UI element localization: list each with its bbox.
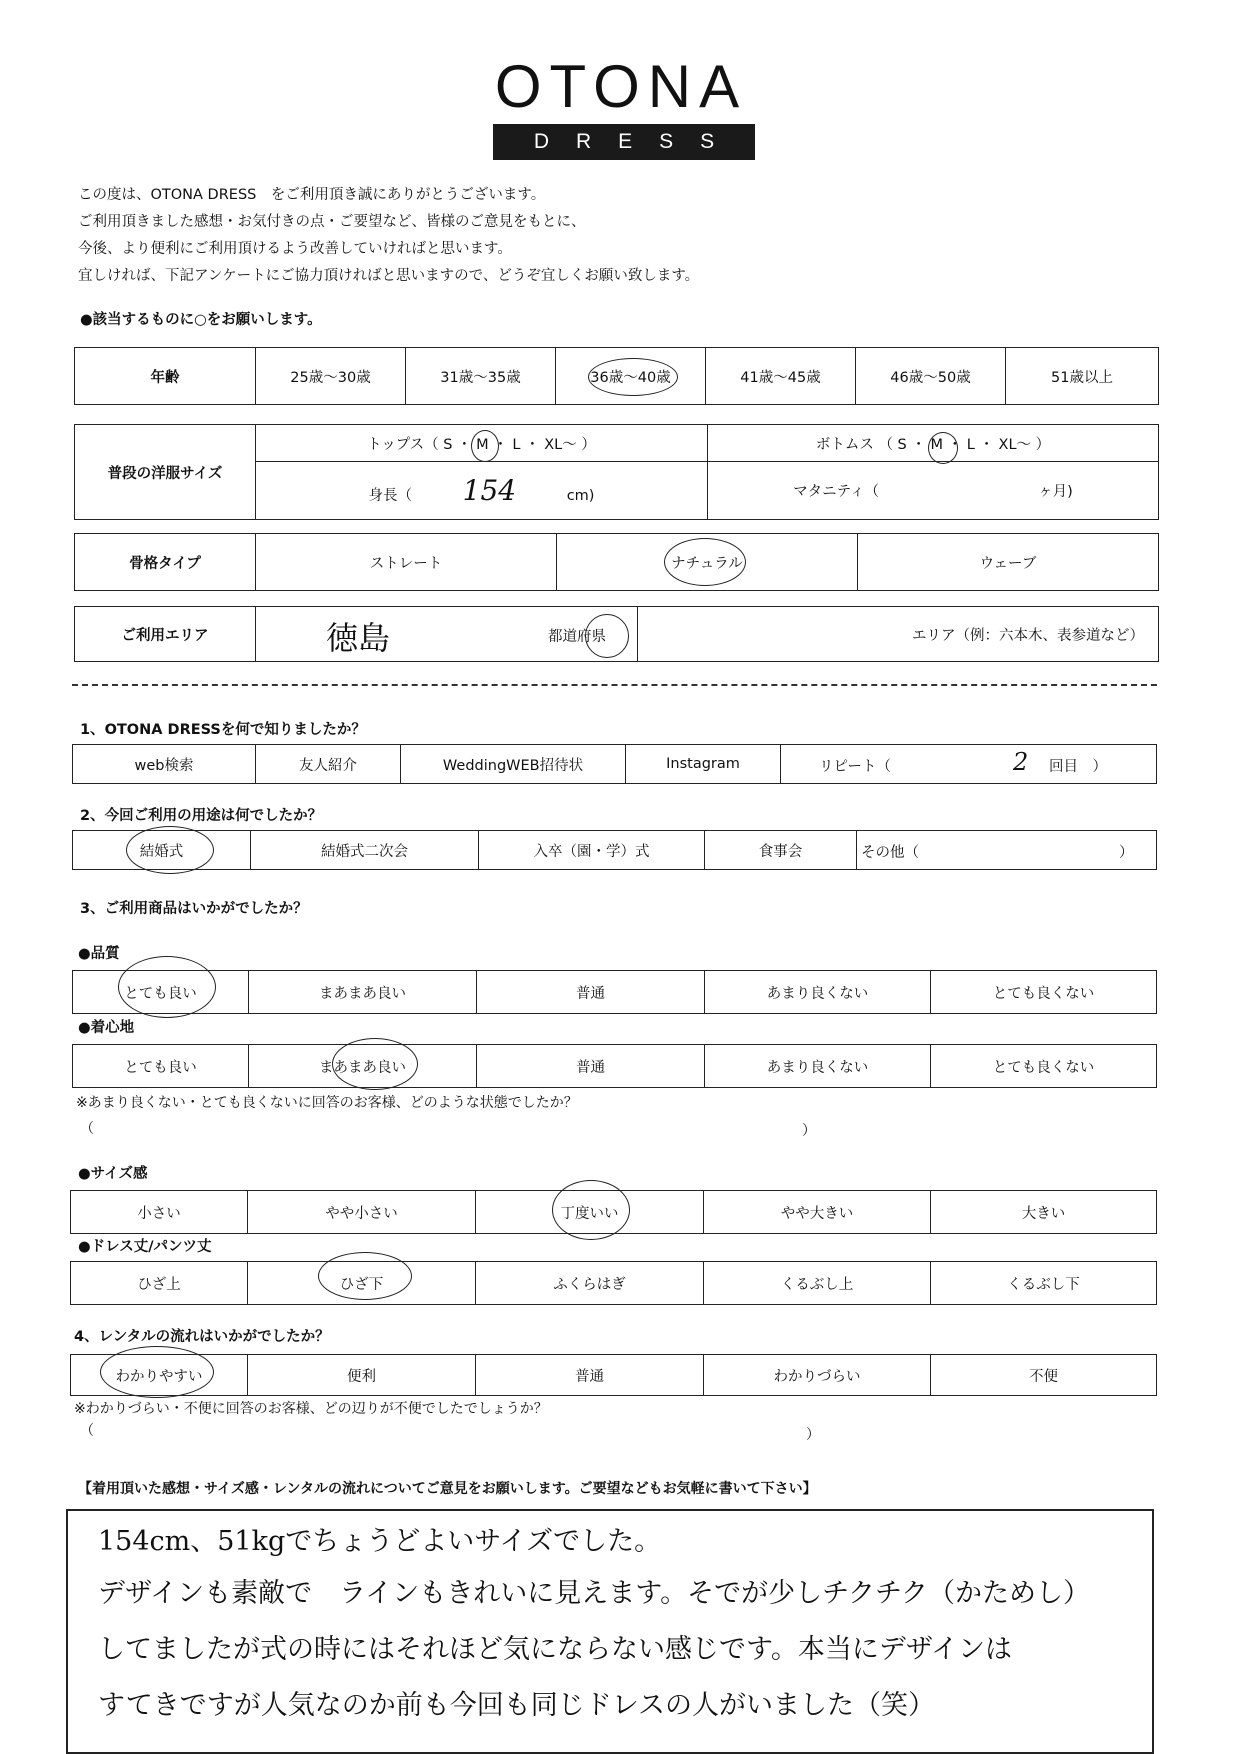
intro-line: 今後、より便利にご利用頂けるよう改善していければと思います。 [78,241,512,257]
q2-option[interactable]: 結婚式 [73,831,251,870]
brand-logo-bar: DRESS [493,124,755,160]
repeat-unit: 回目 ） [1049,759,1107,775]
age-option[interactable]: 41歳〜45歳 [706,348,856,405]
selection-circle [118,956,216,1018]
selection-circle [664,538,746,586]
comfort-label: ●着心地 [78,1020,135,1036]
tops-size-options[interactable]: トップス（ S ・ M ・ L ・ XL〜 ） [256,425,708,462]
intro-line: ご利用頂きました感想・お気付きの点・ご要望など、皆様のご意見をもとに、 [78,214,586,230]
q2-other-cell[interactable] [857,831,1157,870]
q2-option[interactable]: 入卒（園・学）式 [479,831,705,870]
comfort-option[interactable]: 普通 [477,1045,705,1088]
selection-circle [552,1180,630,1240]
comment-line: すてきですが人気なのか前も今回も同じドレスの人がいました（笑） [98,1690,935,1721]
fit-option[interactable]: やや大きい [704,1191,931,1234]
fit-label: ●サイズ感 [78,1166,148,1182]
comfort-option[interactable]: とても良い [73,1045,249,1088]
comment-line: してましたが式の時にはそれほど気にならない感じです。本当にデザインは [98,1634,1012,1665]
comfort-close-paren: ） [802,1123,816,1139]
body-type-label: 骨格タイプ [75,534,256,591]
quality-option[interactable]: 普通 [477,971,705,1014]
other-label: その他（ [861,845,919,861]
selection-circle [471,430,499,462]
comfort-option[interactable]: まあまあ良い [249,1045,477,1088]
selection-circle [126,826,214,874]
height-value: 154 [462,474,517,508]
fit-option[interactable]: やや小さい [248,1191,476,1234]
prefecture-suffix: 都道府県 [548,629,606,645]
prefecture-cell[interactable] [256,607,638,662]
body-type-option[interactable]: ウェーブ [858,534,1159,591]
size-label: 普段の洋服サイズ [75,425,256,520]
selection-circle [100,1346,214,1398]
comfort-option[interactable]: とても良くない [931,1045,1157,1088]
age-option[interactable]: 31歳〜35歳 [406,348,556,405]
selection-circle [332,1038,418,1090]
selection-circle [928,432,958,464]
q4-option[interactable]: 便利 [248,1355,476,1396]
comfort-option[interactable]: あまり良くない [705,1045,931,1088]
quality-option[interactable]: あまり良くない [705,971,931,1014]
prefecture-value: 徳島 [326,619,391,657]
q1-table [72,744,1157,784]
bottoms-size-options[interactable]: ボトムス （ S ・ M ・ L ・ XL〜 ） [708,425,1159,462]
comment-line: デザインも素敵で ラインもきれいに見えます。そでが少しチクチク（かためし） [98,1578,1090,1609]
repeat-value: 2 [1013,748,1029,776]
age-option[interactable]: 36歳〜40歳 [556,348,706,405]
fit-option[interactable]: 丁度いい [476,1191,704,1234]
intro-line: 宜しければ、下記アンケートにご協力頂ければと思いますので、どうぞ宜しくお願い致します。 [78,268,700,284]
height-cell[interactable] [256,462,708,520]
area-hint[interactable]: エリア（例：六本木、表参道など） [638,607,1159,662]
height-unit: cm) [566,488,595,505]
q1-title: 1、OTONA DRESSを何で知りましたか？ [80,722,366,738]
selection-circle [588,358,678,396]
maternity-label: マタニティ（ [793,484,879,501]
length-option[interactable]: くるぶし上 [704,1262,931,1305]
length-table [70,1261,1157,1305]
q2-option[interactable]: 食事会 [705,831,857,870]
fit-option[interactable]: 小さい [71,1191,248,1234]
quality-option[interactable]: まあまあ良い [249,971,477,1014]
fit-option[interactable]: 大きい [931,1191,1157,1234]
selection-circle [585,614,629,658]
q1-option[interactable]: WeddingWEB招待状 [401,745,626,784]
q1-option[interactable]: 友人紹介 [256,745,401,784]
quality-label: ●品質 [78,946,120,962]
comfort-note: ※あまり良くない・とても良くないに回答のお客様、どのような状態でしたか？ [76,1095,578,1111]
length-option[interactable]: くるぶし下 [931,1262,1157,1305]
q4-option[interactable]: わかりづらい [704,1355,931,1396]
quality-option[interactable]: とても良くない [931,971,1157,1014]
q1-option[interactable]: Instagram [626,745,781,784]
age-label: 年齢 [75,348,256,405]
length-option[interactable]: ひざ上 [71,1262,248,1305]
q4-option[interactable]: 不便 [931,1355,1157,1396]
intro-text [78,182,699,290]
q4-open-paren: （ [80,1423,94,1439]
selection-circle [318,1252,412,1300]
area-label: ご利用エリア [75,607,256,662]
q2-title: 2、今回ご利用の用途は何でしたか？ [80,808,323,824]
profile-heading: ●該当するものに○をお願いします。 [80,312,322,328]
q3-title: 3、ご利用商品はいかがでしたか？ [80,901,308,917]
age-option[interactable]: 46歳〜50歳 [856,348,1006,405]
other-close: ） [1119,845,1134,861]
age-option[interactable]: 25歳〜30歳 [256,348,406,405]
q4-close-paren: ） [806,1427,820,1443]
section-divider [72,684,1157,686]
q2-table [72,830,1157,870]
comfort-table [72,1044,1157,1088]
q2-option[interactable]: 結婚式二次会 [251,831,479,870]
intro-line: この度は、OTONA DRESS をご利用頂き誠にありがとうございます。 [78,187,546,203]
comment-heading: 【着用頂いた感想・サイズ感・レンタルの流れについてご意見をお願いします。ご要望などもお気軽に書いて下さい】 [78,1481,817,1497]
maternity-unit: ヶ月) [1038,484,1073,501]
q4-table [70,1354,1157,1396]
height-label: 身長（ [368,488,413,505]
q4-option[interactable]: わかりやすい [71,1355,248,1396]
length-option[interactable]: ふくらはぎ [476,1262,704,1305]
q1-option[interactable]: web検索 [73,745,256,784]
quality-table [72,970,1157,1014]
q1-repeat-cell[interactable] [781,745,1157,784]
size-table [74,424,1159,520]
repeat-label: リピート（ [819,759,891,775]
body-type-option[interactable]: ストレート [256,534,557,591]
length-option[interactable]: ひざ下 [248,1262,476,1305]
age-option[interactable]: 51歳以上 [1006,348,1159,405]
body-type-option[interactable]: ナチュラル [557,534,858,591]
quality-option[interactable]: とても良い [73,971,249,1014]
maternity-cell[interactable] [708,462,1159,520]
q4-option[interactable]: 普通 [476,1355,704,1396]
length-label: ●ドレス丈/パンツ丈 [78,1239,212,1255]
comfort-open-paren: （ [80,1121,94,1137]
q4-title: 4、レンタルの流れはいかがでしたか？ [74,1329,330,1345]
brand-logo-top: OTONA [494,53,748,120]
comment-box[interactable] [66,1509,1154,1754]
body-type-table [74,533,1159,591]
comment-line: 154cm、51kgでちょうどよいサイズでした。 [98,1526,662,1557]
q4-note: ※わかりづらい・不便に回答のお客様、どの辺りが不便でしたでしょうか？ [74,1401,548,1417]
